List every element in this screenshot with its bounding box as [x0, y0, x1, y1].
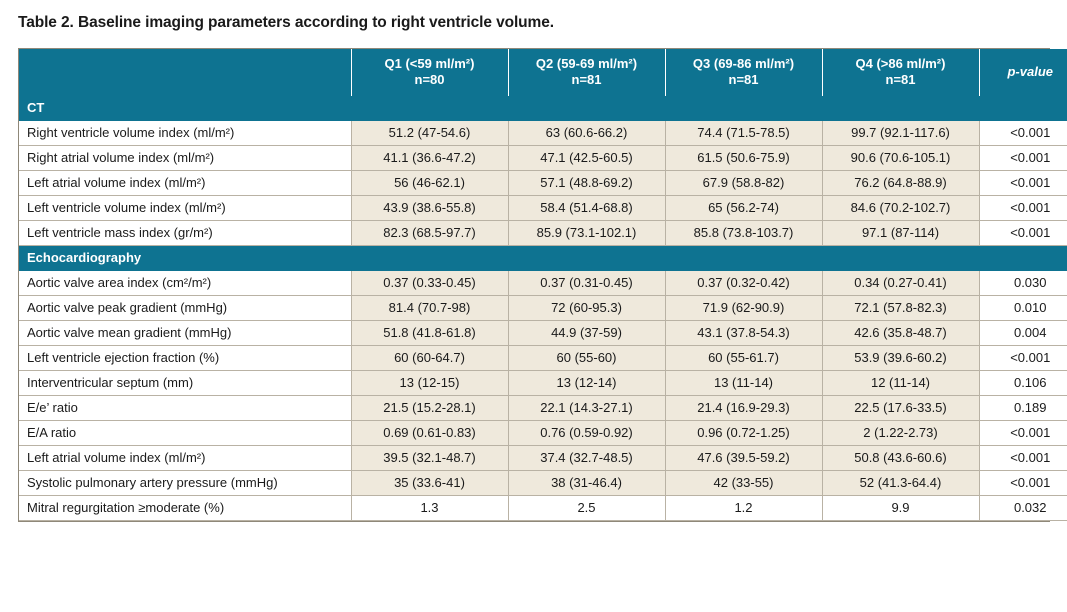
table-head [19, 49, 1067, 96]
table-row [19, 446, 1067, 471]
cell-q1: 0.69 (0.61-0.83) [351, 421, 508, 446]
cell-q3: 47.6 (39.5-59.2) [665, 446, 822, 471]
cell-pvalue: 0.004 [979, 321, 1067, 346]
cell-q4: 97.1 (87-114) [822, 221, 979, 246]
cell-q1: 81.4 (70.7-98) [351, 296, 508, 321]
cell-pvalue: <0.001 [979, 196, 1067, 221]
cell-q3: 21.4 (16.9-29.3) [665, 396, 822, 421]
cell-q2: 44.9 (37-59) [508, 321, 665, 346]
table-row [19, 271, 1067, 296]
cell-q1: 82.3 (68.5-97.7) [351, 221, 508, 246]
cell-q3: 13 (11-14) [665, 371, 822, 396]
header-q1-n: n=80 [414, 72, 445, 88]
header-q2-title: Q2 (59-69 ml/m²) [535, 56, 638, 71]
cell-q1: 39.5 (32.1-48.7) [351, 446, 508, 471]
cell-q1: 1.3 [351, 496, 508, 521]
row-label: Mitral regurgitation ≥moderate (%) [19, 496, 351, 521]
cell-q4: 0.34 (0.27-0.41) [822, 271, 979, 296]
cell-pvalue: <0.001 [979, 446, 1067, 471]
cell-q3: 42 (33-55) [665, 471, 822, 496]
cell-pvalue: <0.001 [979, 171, 1067, 196]
cell-q4: 50.8 (43.6-60.6) [822, 446, 979, 471]
header-pvalue [979, 49, 1067, 96]
cell-q4: 53.9 (39.6-60.2) [822, 346, 979, 371]
table-border [18, 48, 1053, 522]
cell-q3: 74.4 (71.5-78.5) [665, 121, 822, 146]
cell-q3: 0.37 (0.32-0.42) [665, 271, 822, 296]
cell-pvalue: 0.106 [979, 371, 1067, 396]
row-label: Right atrial volume index (ml/m²) [19, 146, 351, 171]
row-label: Left atrial volume index (ml/m²) [19, 446, 351, 471]
cell-q3: 65 (56.2-74) [665, 196, 822, 221]
cell-q4: 72.1 (57.8-82.3) [822, 296, 979, 321]
cell-q2: 38 (31-46.4) [508, 471, 665, 496]
row-label: Left ventricle ejection fraction (%) [19, 346, 351, 371]
cell-q4: 76.2 (64.8-88.9) [822, 171, 979, 196]
header-q1-title: Q1 (<59 ml/m²) [384, 56, 475, 71]
cell-q3: 61.5 (50.6-75.9) [665, 146, 822, 171]
header-row-label [19, 49, 351, 96]
table-row [19, 171, 1067, 196]
header-q4-title: Q4 (>86 ml/m²) [855, 56, 946, 71]
cell-q4: 90.6 (70.6-105.1) [822, 146, 979, 171]
cell-q1: 0.37 (0.33-0.45) [351, 271, 508, 296]
cell-q3: 1.2 [665, 496, 822, 521]
section-header-row [19, 96, 1067, 121]
row-label: Left atrial volume index (ml/m²) [19, 171, 351, 196]
cell-q2: 0.37 (0.31-0.45) [508, 271, 665, 296]
table-body [19, 96, 1067, 521]
cell-q2: 13 (12-14) [508, 371, 665, 396]
table-row [19, 196, 1067, 221]
row-label: Right ventricle volume index (ml/m²) [19, 121, 351, 146]
cell-q1: 41.1 (36.6-47.2) [351, 146, 508, 171]
header-q4-n: n=81 [885, 72, 916, 88]
cell-q1: 35 (33.6-41) [351, 471, 508, 496]
cell-q1: 56 (46-62.1) [351, 171, 508, 196]
header-q1 [351, 49, 508, 96]
header-q2 [508, 49, 665, 96]
table-row [19, 371, 1067, 396]
cell-q1: 51.8 (41.8-61.8) [351, 321, 508, 346]
header-q2-n: n=81 [571, 72, 602, 88]
table-row [19, 396, 1067, 421]
cell-q2: 60 (55-60) [508, 346, 665, 371]
cell-pvalue: <0.001 [979, 471, 1067, 496]
row-label: Aortic valve area index (cm²/m²) [19, 271, 351, 296]
table-container [18, 48, 1053, 522]
cell-q4: 22.5 (17.6-33.5) [822, 396, 979, 421]
cell-q2: 85.9 (73.1-102.1) [508, 221, 665, 246]
table-row [19, 321, 1067, 346]
section-header-row [19, 246, 1067, 271]
cell-pvalue: <0.001 [979, 121, 1067, 146]
cell-q1: 60 (60-64.7) [351, 346, 508, 371]
row-label: Aortic valve mean gradient (mmHg) [19, 321, 351, 346]
cell-q4: 84.6 (70.2-102.7) [822, 196, 979, 221]
cell-q1: 21.5 (15.2-28.1) [351, 396, 508, 421]
header-pvalue-label: p-value [1007, 64, 1053, 80]
row-label: Interventricular septum (mm) [19, 371, 351, 396]
cell-q2: 2.5 [508, 496, 665, 521]
row-label: Left ventricle mass index (gr/m²) [19, 221, 351, 246]
row-label: E/e’ ratio [19, 396, 351, 421]
cell-pvalue: 0.010 [979, 296, 1067, 321]
header-q4 [822, 49, 979, 96]
cell-q1: 13 (12-15) [351, 371, 508, 396]
cell-pvalue: <0.001 [979, 146, 1067, 171]
header-q3-n: n=81 [728, 72, 759, 88]
cell-q2: 58.4 (51.4-68.8) [508, 196, 665, 221]
cell-pvalue: 0.030 [979, 271, 1067, 296]
cell-q3: 85.8 (73.8-103.7) [665, 221, 822, 246]
cell-pvalue: 0.032 [979, 496, 1067, 521]
table-row [19, 471, 1067, 496]
row-label: E/A ratio [19, 421, 351, 446]
cell-pvalue: <0.001 [979, 421, 1067, 446]
cell-q3: 43.1 (37.8-54.3) [665, 321, 822, 346]
cell-q3: 60 (55-61.7) [665, 346, 822, 371]
cell-q2: 47.1 (42.5-60.5) [508, 146, 665, 171]
cell-q2: 37.4 (32.7-48.5) [508, 446, 665, 471]
table-caption: Table 2. Baseline imaging parameters according to right ventricle volume. [18, 14, 554, 31]
table-row [19, 146, 1067, 171]
cell-pvalue: 0.189 [979, 396, 1067, 421]
cell-q2: 0.76 (0.59-0.92) [508, 421, 665, 446]
cell-q3: 71.9 (62-90.9) [665, 296, 822, 321]
row-label: Systolic pulmonary artery pressure (mmHg) [19, 471, 351, 496]
header-q3-title: Q3 (69-86 ml/m²) [692, 56, 795, 71]
cell-q4: 2 (1.22-2.73) [822, 421, 979, 446]
cell-q2: 57.1 (48.8-69.2) [508, 171, 665, 196]
cell-q4: 9.9 [822, 496, 979, 521]
cell-q2: 63 (60.6-66.2) [508, 121, 665, 146]
table-row [19, 221, 1067, 246]
cell-q3: 67.9 (58.8-82) [665, 171, 822, 196]
cell-q1: 43.9 (38.6-55.8) [351, 196, 508, 221]
cell-pvalue: <0.001 [979, 346, 1067, 371]
cell-q2: 72 (60-95.3) [508, 296, 665, 321]
section-title-ct: CT [19, 96, 1067, 121]
row-label: Left ventricle volume index (ml/m²) [19, 196, 351, 221]
cell-q4: 99.7 (92.1-117.6) [822, 121, 979, 146]
table-row [19, 296, 1067, 321]
cell-pvalue: <0.001 [979, 221, 1067, 246]
cell-q3: 0.96 (0.72-1.25) [665, 421, 822, 446]
row-label: Aortic valve peak gradient (mmHg) [19, 296, 351, 321]
table-row [19, 496, 1067, 521]
header-q3 [665, 49, 822, 96]
cell-q4: 52 (41.3-64.4) [822, 471, 979, 496]
section-title-echocardiography: Echocardiography [19, 246, 1067, 271]
header-row [19, 49, 1067, 96]
table-row [19, 421, 1067, 446]
table-row [19, 346, 1067, 371]
cell-q4: 42.6 (35.8-48.7) [822, 321, 979, 346]
table-row [19, 121, 1067, 146]
imaging-parameters-table [19, 49, 1067, 521]
cell-q1: 51.2 (47-54.6) [351, 121, 508, 146]
cell-q2: 22.1 (14.3-27.1) [508, 396, 665, 421]
cell-q4: 12 (11-14) [822, 371, 979, 396]
